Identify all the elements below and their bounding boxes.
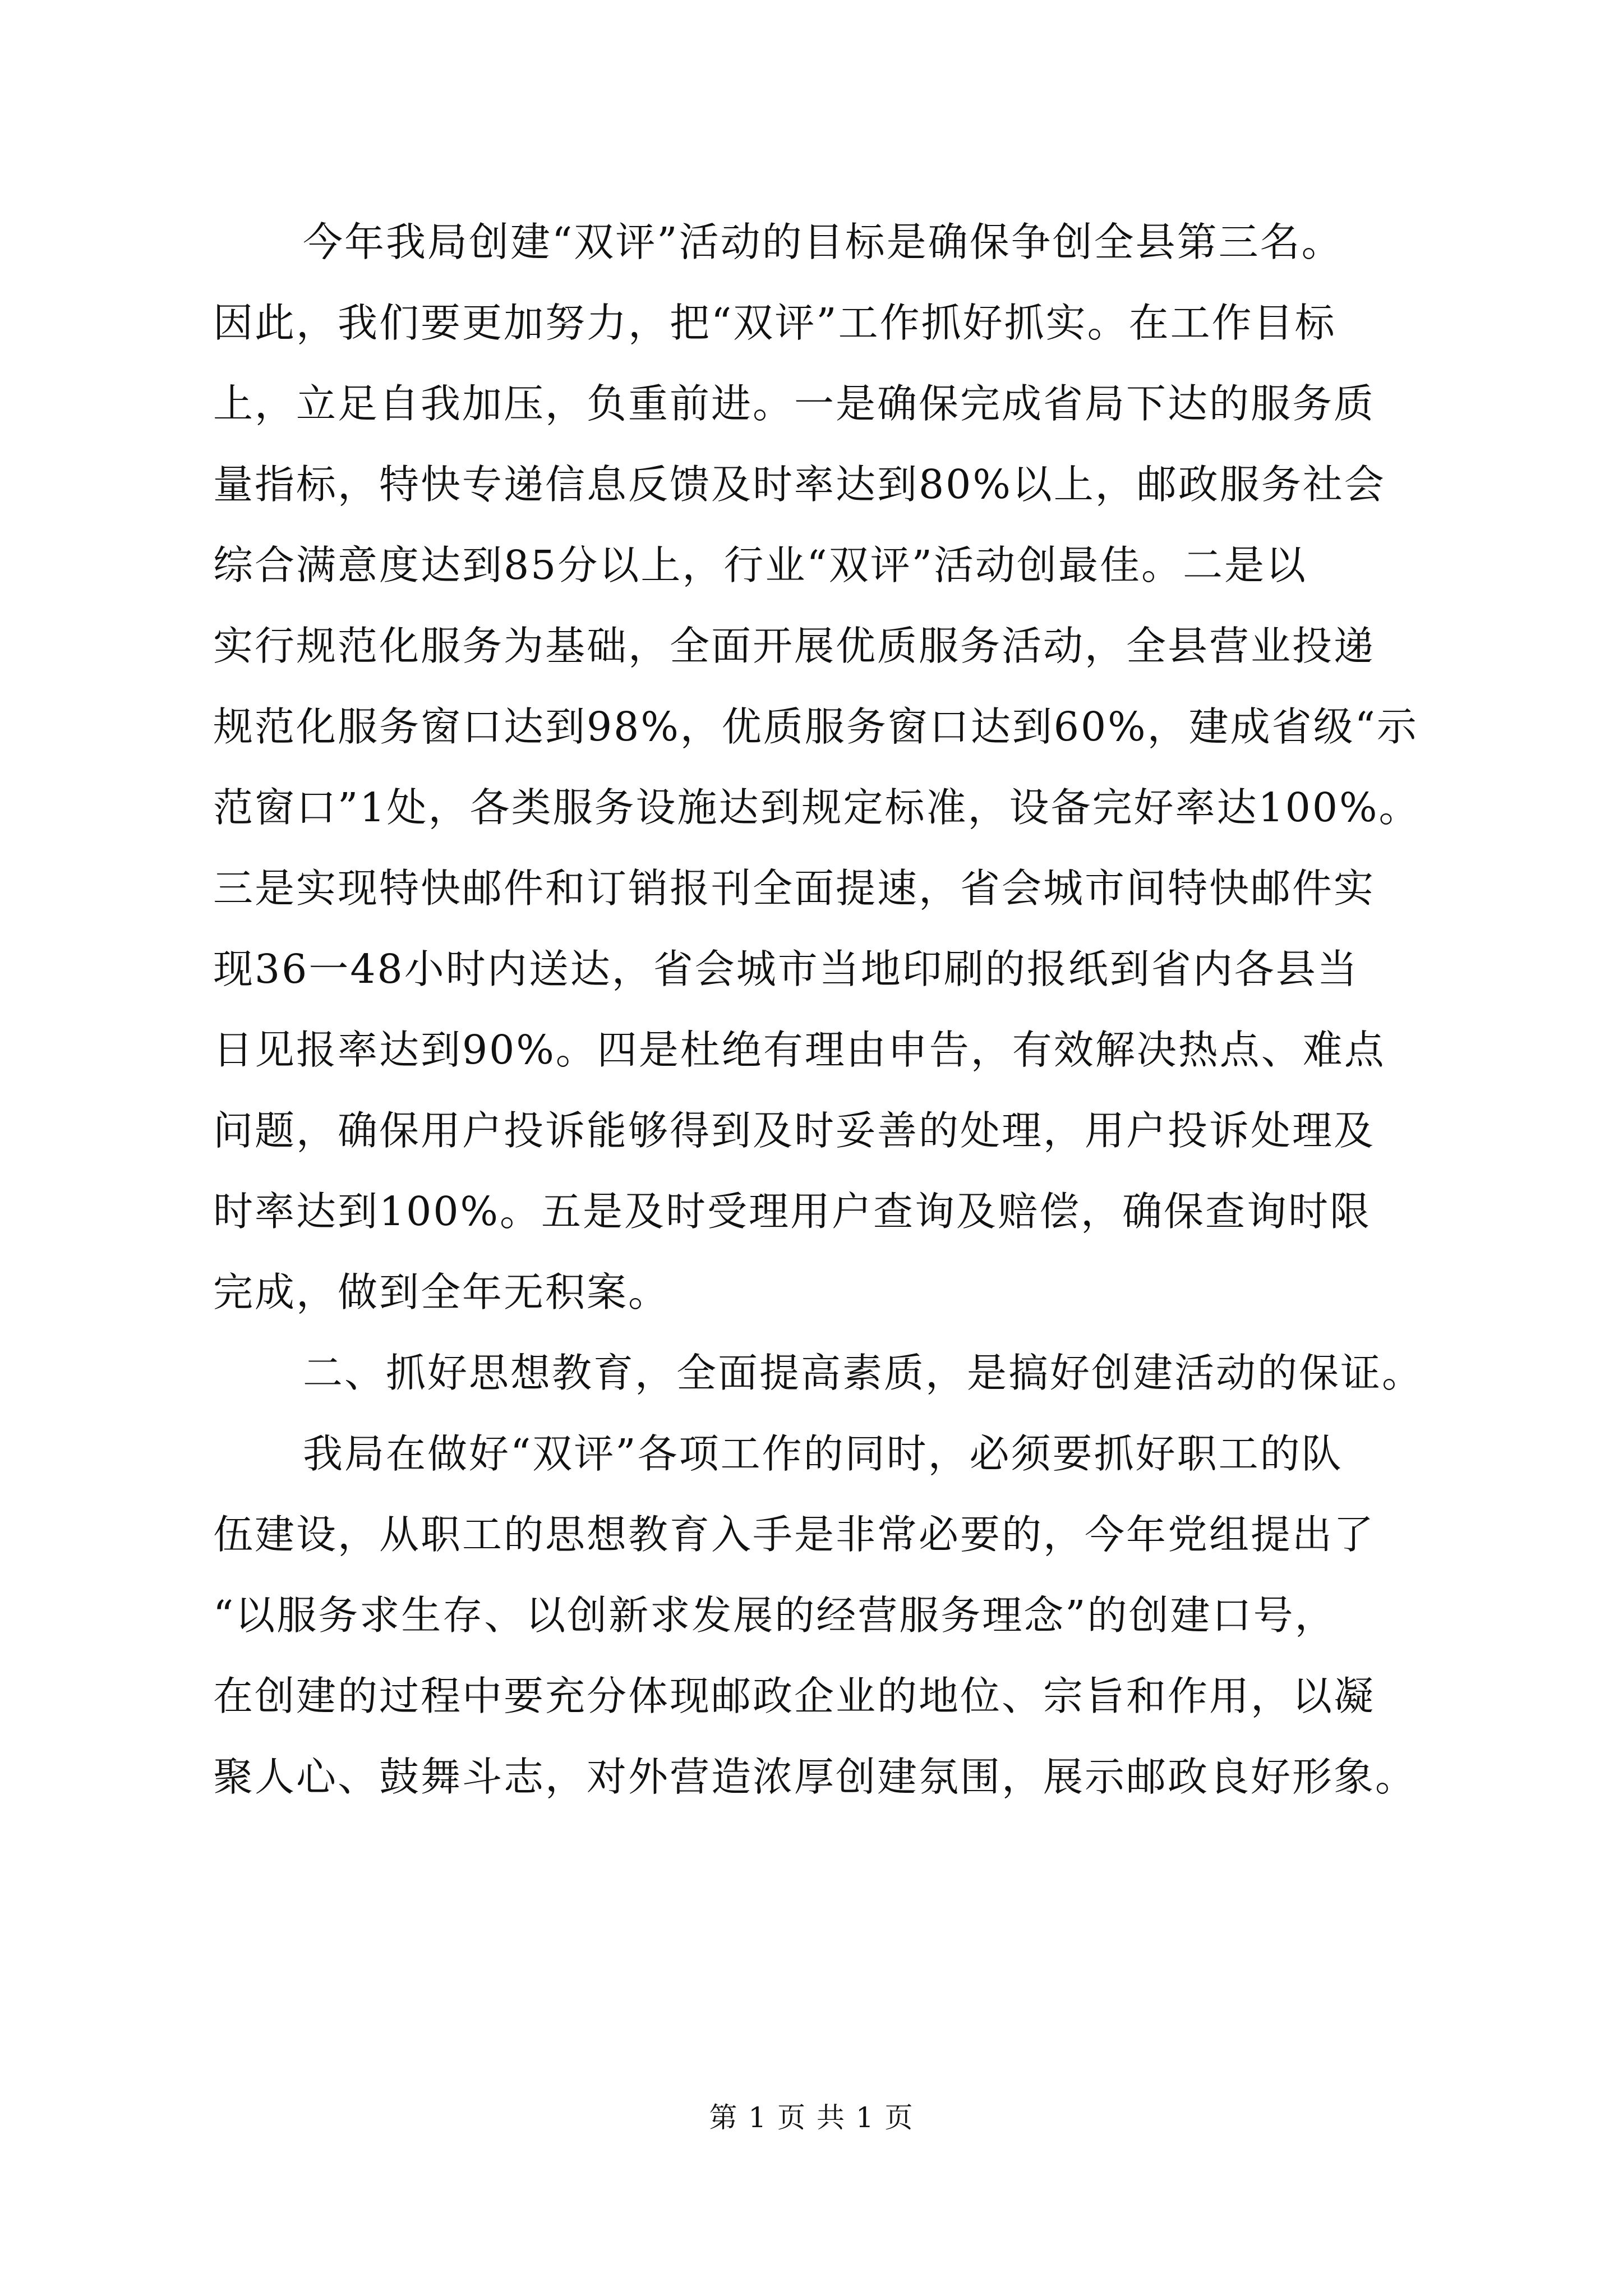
document-body — [213, 202, 1436, 1818]
text-line: 范窗口”1处，各类服务设施达到规定标准，设备完好率达100%。 — [213, 784, 1421, 831]
text-line: 因此，我们要更加努力，把“双评”工作抓好抓实。在工作目标 — [213, 300, 1336, 346]
page-number: 第 1 页 共 1 页 — [709, 2101, 914, 2134]
paragraph-education — [213, 1414, 1436, 1818]
text-line: 伍建设，从职工的思想教育入手是非常必要的，今年党组提出了 — [213, 1511, 1376, 1558]
text-line: 我局在做好“双评”各项工作的同时，必须要抓好职工的队 — [303, 1430, 1343, 1477]
text-line: 规范化服务窗口达到98%，优质服务窗口达到60%，建成省级“示 — [213, 703, 1418, 750]
text-line: 量指标，特快专递信息反馈及时率达到80%以上，邮政服务社会 — [213, 461, 1386, 508]
text-line: 时率达到100%。五是及时受理用户查询及赔偿，确保查询时限 — [213, 1188, 1371, 1235]
text-line: 上，立足自我加压，负重前进。一是确保完成省局下达的服务质 — [213, 380, 1376, 427]
text-line: 问题，确保用户投诉能够得到及时妥善的处理，用户投诉处理及 — [213, 1107, 1376, 1154]
section-heading: 二、抓好思想教育，全面提高素质，是搞好创建活动的保证。 — [303, 1350, 1424, 1396]
page-footer — [0, 2098, 1623, 2137]
text-line: “以服务求生存、以创新求发展的经营服务理念”的创建口号， — [213, 1592, 1336, 1639]
text-line: 三是实现特快邮件和订销报刊全面提速，省会城市间特快邮件实 — [213, 865, 1376, 912]
text-line: 在创建的过程中要充分体现邮政企业的地位、宗旨和作用，以凝 — [213, 1673, 1376, 1719]
text-line: 综合满意度达到85分以上，行业“双评”活动创最佳。二是以 — [213, 542, 1307, 588]
text-line: 今年我局创建“双评”活动的目标是确保争创全县第三名。 — [303, 219, 1343, 265]
text-line: 聚人心、鼓舞斗志，对外营造浓厚创建氛围，展示邮政良好形象。 — [213, 1754, 1417, 1800]
text-line: 现36一48小时内送达，省会城市当地印刷的报纸到省内各县当 — [213, 946, 1359, 992]
paragraph-goals — [213, 202, 1436, 1333]
text-line: 完成，做到全年无积案。 — [213, 1269, 670, 1315]
paragraph-heading-two — [213, 1333, 1436, 1414]
text-line: 日见报率达到90%。四是杜绝有理由申告，有效解决热点、难点 — [213, 1027, 1386, 1073]
text-line: 实行规范化服务为基础，全面开展优质服务活动，全县营业投递 — [213, 623, 1376, 669]
